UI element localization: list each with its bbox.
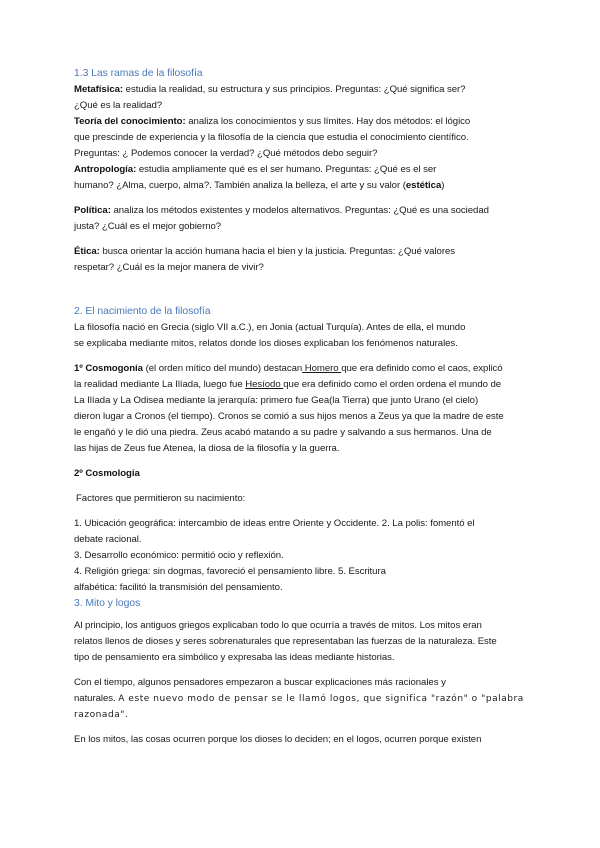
list-factores <box>74 516 534 596</box>
text-intro-2: se explicaba mediante mitos, relatos donde los dioses explicaban los fenómenos naturales. <box>74 338 458 349</box>
text-politica-2: justa? ¿Cuál es el mejor gobierno? <box>74 221 222 232</box>
term-antropologia: Antropología: <box>74 164 137 175</box>
paragraph-politica <box>74 203 534 235</box>
text-metafisica-1: estudia la realidad, su estructura y sus principios. Preguntas: ¿Qué significa ser? <box>123 84 466 95</box>
text-cosmo-1b: que era definido como el caos, explicó <box>341 363 503 374</box>
text-antro-2a: humano? ¿Alma, cuerpo, alma?. También analiza la belleza, el arte y su valor ( <box>74 180 406 191</box>
text-mito-1-3: tipo de pensamiento era simbólico y expresaba las ideas mediante historias. <box>74 652 395 663</box>
paragraph-mito-2 <box>74 675 534 723</box>
paragraph-mito-3 <box>74 732 534 748</box>
list-item-factor-1b: debate racional. <box>74 534 142 545</box>
underline-hesiodo: Hesíodo <box>245 379 284 390</box>
text-metafisica-2: ¿Qué es la realidad? <box>74 100 163 111</box>
text-politica-1: analiza los métodos existentes y modelos alternativos. Preguntas: ¿Qué es una sociedad <box>110 205 489 216</box>
paragraph-cosmologia-title <box>74 466 534 482</box>
term-politica: Política: <box>74 205 111 216</box>
document-content <box>74 66 534 748</box>
paragraph-metafisica <box>74 82 534 114</box>
term-etica: Ética: <box>74 246 100 257</box>
text-etica-2: respetar? ¿Cuál es la mejor manera de vivir? <box>74 262 264 273</box>
section-heading-mito-logos: 3. Mito y logos <box>74 598 141 609</box>
text-mito-2-1: Con el tiempo, algunos pensadores empezaron a buscar explicaciones más racionales y <box>74 677 446 688</box>
paragraph-antropologia <box>74 162 534 194</box>
text-teoria-3: Preguntas: ¿ Podemos conocer la verdad? ¿Qué métodos debo seguir? <box>74 148 378 159</box>
term-cosmogonia: 1º Cosmogonía <box>74 363 143 374</box>
text-cosmo-3: La Ilíada y La Odisea mediante la jerarquía: primero fue Gea(la Tierra) que junto Urano (el cielo) <box>74 395 479 406</box>
text-cosmo-6: las hijas de Zeus fue Atenea, la diosa de la filosofía y la guerra. <box>74 443 340 454</box>
paragraph-factores: Factores que permitieron su nacimiento: <box>76 493 246 504</box>
text-cosmo-5: le engañó y le dió una piedra. Zeus acabó matando a su padre y salvando a sus hermanos. Una de <box>74 427 492 438</box>
term-metafisica: Metafísica: <box>74 84 124 95</box>
text-cosmo-2b: que era definido como el orden ordena el mundo de <box>283 379 502 390</box>
paragraph-intro-nacimiento <box>74 320 534 352</box>
list-item-factor-4b: alfabética: facilitó la transmisión del pensamiento. <box>74 582 283 593</box>
term-teoria: Teoría del conocimiento: <box>74 116 186 127</box>
text-teoria-1: analiza los conocimientos y sus límites. Hay dos métodos: el lógico <box>185 116 471 127</box>
text-mito-1-2: relatos llenos de dioses y seres sobrenaturales que representaban las fuerzas de la naturaleza. Este <box>74 636 497 647</box>
text-intro-1: La filosofía nació en Grecia (siglo VII a.C.), en Jonia (actual Turquía). Antes de ella, el mundo <box>74 322 466 333</box>
section-heading-ramas: 1.3 Las ramas de la filosofía <box>74 68 203 79</box>
underline-homero: Homero <box>302 363 342 374</box>
text-cosmo-2a: la realidad mediante La Ilíada, luego fue <box>74 379 246 390</box>
text-teoria-2: que prescinde de experiencia y la filosofía de la ciencia que estudia el conocimiento científico. <box>74 132 469 143</box>
term-estetica: estética <box>405 180 442 191</box>
text-mito-2-2a: naturales. <box>74 693 119 704</box>
text-cosmo-4: dieron lugar a Cronos (el tiempo). Cronos se comió a sus hijos menos a Zeus ya que la madre de este <box>74 411 504 422</box>
paragraph-teoria <box>74 114 534 162</box>
paragraph-etica <box>74 244 534 276</box>
list-item-factor-1: 1. Ubicación geográfica: intercambio de ideas entre Oriente y Occidente. 2. La polis: fomentó el <box>74 518 475 529</box>
text-antro-2b: ) <box>441 180 445 191</box>
text-mito-2-3: razonada". <box>74 710 129 720</box>
text-mito-1-1: Al principio, los antiguos griegos explicaban todo lo que ocurría a través de mitos. Los mitos eran <box>74 620 482 631</box>
list-item-factor-4: 4. Religión griega: sin dogmas, favoreció el pensamiento libre. 5. Escritura <box>74 566 386 577</box>
text-mito-2-2b: A este nuevo modo de pensar se le llamó logos, que significa "razón" o "palabra <box>118 694 524 704</box>
paragraph-cosmogonia <box>74 361 534 457</box>
text-cosmo-1a: (el orden mítico del mundo) destacan <box>142 363 303 374</box>
term-cosmologia: 2º Cosmología <box>74 468 140 479</box>
paragraph-mito-1 <box>74 618 534 666</box>
text-etica-1: busca orientar la acción humana hacia el bien y la justicia. Preguntas: ¿Qué valores <box>99 246 456 257</box>
text-antro-1: estudia ampliamente qué es el ser humano. Preguntas: ¿Qué es el ser <box>136 164 437 175</box>
text-mito-3-1: En los mitos, las cosas ocurren porque los dioses lo deciden; en el logos, ocurren porque existen <box>74 734 482 745</box>
list-item-factor-3: 3. Desarrollo económico: permitió ocio y reflexión. <box>74 550 284 561</box>
section-heading-nacimiento: 2. El nacimiento de la filosofía <box>74 306 211 317</box>
